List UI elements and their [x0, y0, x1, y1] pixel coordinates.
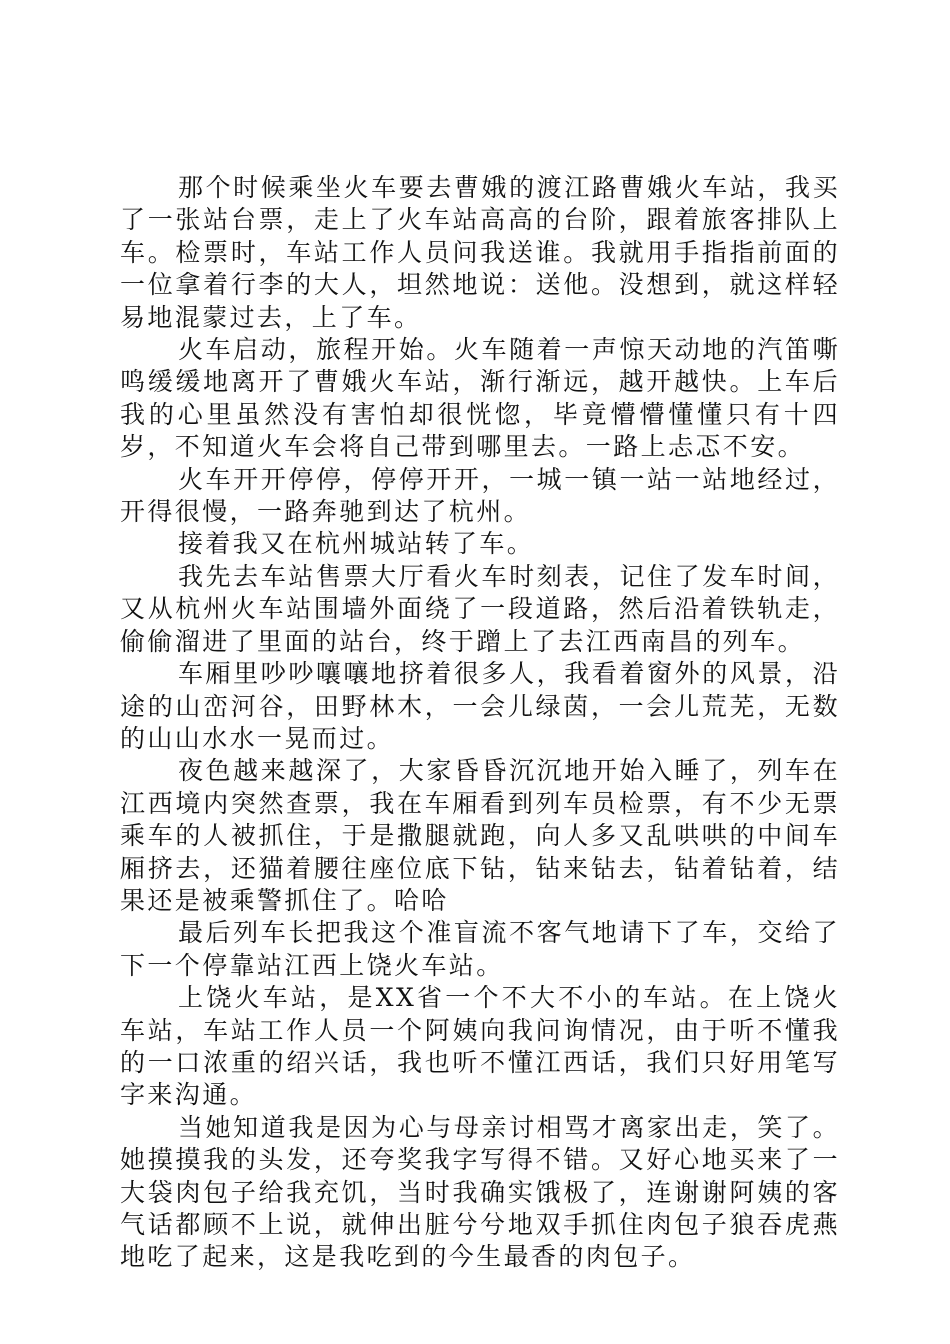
- paragraph-8: 最后列车长把我这个准盲流不客气地请下了车，交给了下一个停靠站江西上饶火车站。: [120, 918, 840, 980]
- paragraph-5: 我先去车站售票大厅看火车时刻表，记住了发车时间，又从杭州火车站围墙外面绕了一段道路，然后沿着铁轨走，偷偷溜进了里面的站台，终于蹭上了去江西南昌的列车。: [120, 561, 840, 656]
- paragraph-9: 上饶火车站，是XX省一个不大不小的车站。在上饶火车站，车站工作人员一个阿姨向我问询情况，由于听不懂我的一口浓重的绍兴话，我也听不懂江西话，我们只好用笔写字来沟通。: [120, 983, 840, 1110]
- paragraph-4: 接着我又在杭州城站转了车。: [178, 529, 535, 559]
- paragraph-10: 当她知道我是因为心与母亲讨相骂才离家出走，笑了。她摸摸我的头发，还夸奖我字写得不错。又好心地买来了一大袋肉包子给我充饥，当时我确实饿极了，连谢谢阿姨的客气话都顾不上说，就伸出脏兮兮地双手抓住肉包子狼吞虎燕地吃了起来，这是我吃到的今生最香的肉包子。: [120, 1112, 840, 1272]
- paragraph-1: 那个时候乘坐火车要去曹娥的渡江路曹娥火车站，我买了一张站台票，走上了火车站高高的台阶，跟着旅客排队上车。检票时，车站工作人员问我送谁。我就用手指指前面的一位拿着行李的大人，坦然地说：送他。没想到，就这样轻易地混蒙过去，上了车。: [120, 173, 840, 332]
- paragraph-2: 火车启动，旅程开始。火车随着一声惊天动地的汽笛嘶鸣缓缓地离开了曹娥火车站，渐行渐远，越开越快。上车后我的心里虽然没有害怕却很恍惚，毕竟懵懵懂懂只有十四岁，不知道火车会将自己带到哪里去。一路上忐忑不安。: [120, 335, 840, 462]
- paragraph-7: 夜色越来越深了，大家昏昏沉沉地开始入睡了，列车在江西境内突然查票，我在车厢看到列车员检票，有不少无票乘车的人被抓住，于是撒腿就跑，向人多又乱哄哄的中间车厢挤去，还猫着腰往座位底下钻，钻来钻去，钻着钻着，结果还是被乘警抓住了。哈哈: [120, 756, 840, 915]
- document-body: [120, 172, 840, 1274]
- paragraph-6: 车厢里吵吵嚷嚷地挤着很多人，我看着窗外的风景，沿途的山峦河谷，田野林木，一会儿绿茵，一会儿荒芜，无数的山山水水一晃而过。: [120, 659, 840, 753]
- paragraph-3: 火车开开停停，停停开开，一城一镇一站一站地经过，开得很慢，一路奔驰到达了杭州。: [120, 464, 840, 527]
